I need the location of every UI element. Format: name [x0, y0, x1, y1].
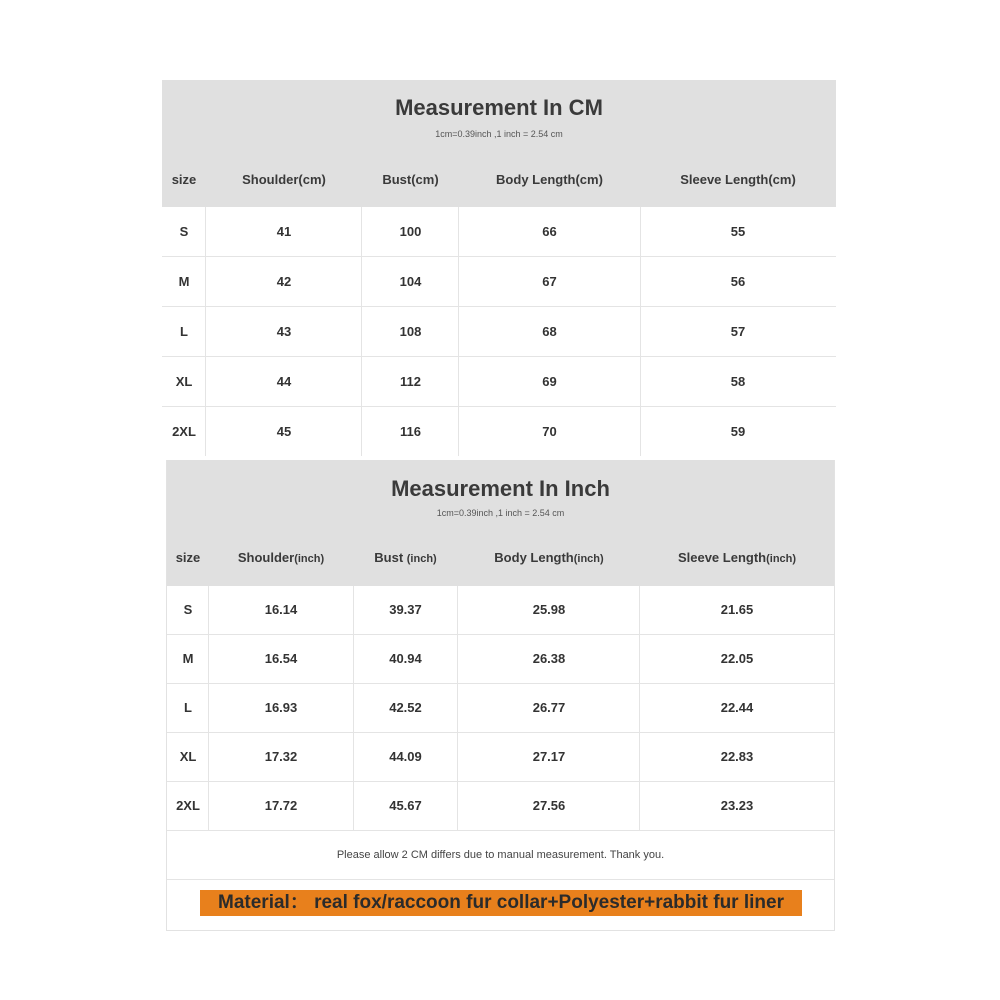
inch-cell: 22.44 [720, 700, 754, 715]
inch-cell: 45.67 [389, 798, 422, 813]
cm-cell: 108 [399, 324, 422, 339]
inch-col-shoulder: Shoulder(inch) [237, 550, 325, 565]
inch-table-title: Measurement In Inch [391, 476, 610, 501]
cm-cell: S [179, 224, 189, 239]
cm-cell: 100 [399, 224, 422, 239]
inch-column-headers [167, 550, 834, 570]
inch-cell: L [184, 700, 192, 715]
cm-cell: 45 [276, 424, 292, 439]
cm-col-shoulder: Shoulder(cm) [242, 172, 326, 187]
cm-column-headers [162, 172, 836, 192]
inch-cell: 40.94 [389, 651, 422, 666]
measurement-disclaimer: Please allow 2 CM differs due to manual measurement. Thank you. [167, 831, 834, 880]
cm-cell: 42 [276, 274, 292, 289]
inch-cell: 16.54 [264, 651, 298, 666]
table-row [167, 733, 834, 782]
cm-table-title: Measurement In CM [395, 95, 603, 120]
inch-cell: 26.77 [532, 700, 566, 715]
inch-col-sleeve-length: Sleeve Length(inch) [677, 550, 797, 565]
cm-col-body-length: Body Length(cm) [496, 172, 603, 187]
table-row [167, 782, 834, 831]
inch-col-body-length: Body Length(inch) [494, 550, 604, 565]
cm-table-header [162, 80, 836, 207]
inch-cell: 22.83 [720, 749, 754, 764]
cm-cell: M [178, 274, 190, 289]
cm-cell: 104 [399, 274, 422, 289]
cm-col-size: size [171, 172, 197, 187]
table-row [162, 307, 836, 357]
inch-cell: M [182, 651, 194, 666]
table-row [162, 407, 836, 456]
cm-cell: 2XL [172, 424, 196, 439]
cm-table-body [162, 207, 836, 456]
table-row [162, 207, 836, 257]
table-row [167, 586, 834, 635]
cm-cell: 56 [730, 274, 746, 289]
inch-cell: S [183, 602, 193, 617]
table-row [162, 257, 836, 307]
inch-cell: 17.32 [264, 749, 298, 764]
inch-table-body [167, 586, 834, 831]
inch-cell: 44.09 [389, 749, 422, 764]
inch-conversion-note: 1cm=0.39inch ,1 inch = 2.54 cm [436, 508, 565, 518]
inch-cell: 39.37 [389, 602, 422, 617]
inch-cell: 2XL [176, 798, 200, 813]
cm-cell: 69 [542, 374, 557, 389]
material-label: Material： real fox/raccoon fur collar+Polyester+rabbit fur liner [200, 890, 802, 916]
inch-cell: 42.52 [389, 700, 422, 715]
inch-cell: 22.05 [720, 651, 754, 666]
inch-measurement-table [166, 460, 835, 931]
inch-cell: 16.14 [264, 602, 298, 617]
inch-cell: 16.93 [264, 700, 298, 715]
inch-cell: 27.56 [532, 798, 566, 813]
table-row [167, 635, 834, 684]
cm-cell: XL [175, 374, 193, 389]
cm-col-sleeve-length: Sleeve Length(cm) [680, 172, 796, 187]
cm-cell: 58 [730, 374, 746, 389]
inch-cell: 26.38 [532, 651, 566, 666]
cm-cell: 55 [730, 224, 746, 239]
cm-cell: 68 [542, 324, 557, 339]
table-row [162, 357, 836, 407]
cm-cell: 57 [730, 324, 746, 339]
cm-cell: 66 [542, 224, 557, 239]
cm-cell: 112 [400, 374, 421, 389]
inch-cell: 23.23 [720, 798, 754, 813]
cm-cell: 43 [276, 324, 292, 339]
inch-cell: 17.72 [264, 798, 298, 813]
inch-col-bust: Bust (inch) [374, 550, 437, 565]
cm-cell: 59 [730, 424, 746, 439]
cm-measurement-table [162, 80, 836, 456]
inch-cell: XL [179, 749, 197, 764]
cm-cell: L [180, 324, 188, 339]
inch-cell: 25.98 [532, 602, 566, 617]
cm-cell: 116 [400, 424, 421, 439]
table-row [167, 684, 834, 733]
inch-table-header [167, 460, 834, 586]
cm-conversion-note: 1cm=0.39inch ,1 inch = 2.54 cm [435, 129, 563, 139]
material-row [167, 880, 834, 930]
cm-cell: 44 [276, 374, 292, 389]
cm-cell: 41 [276, 224, 292, 239]
inch-cell: 21.65 [720, 602, 754, 617]
cm-cell: 67 [542, 274, 557, 289]
cm-col-bust: Bust(cm) [382, 172, 439, 187]
inch-cell: 27.17 [532, 749, 566, 764]
cm-cell: 70 [542, 424, 557, 439]
inch-col-size: size [175, 550, 201, 565]
